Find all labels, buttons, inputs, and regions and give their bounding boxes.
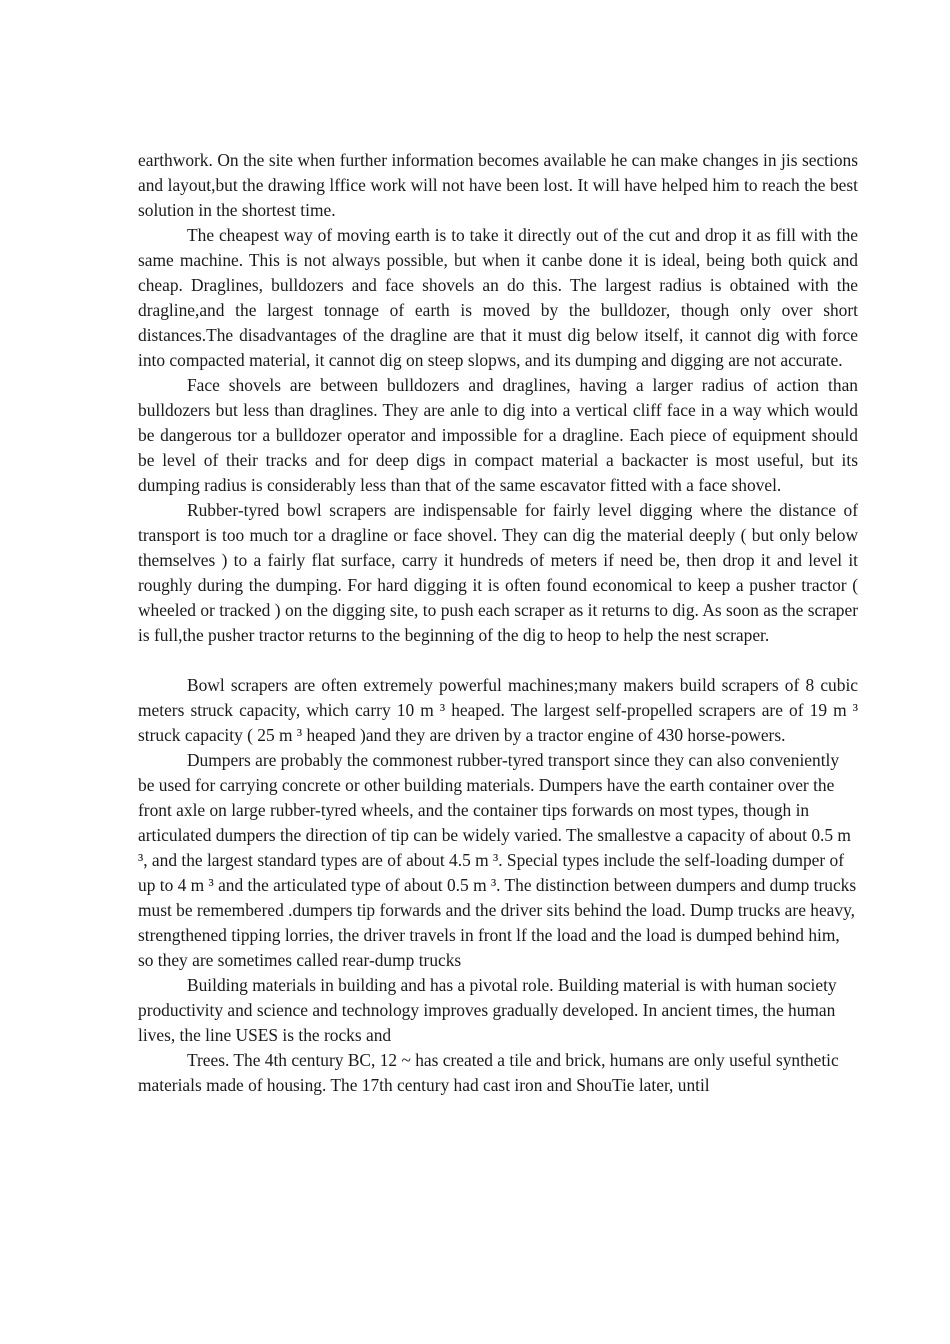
paragraph-cheapest-way: The cheapest way of moving earth is to take it directly out of the cut and drop it as fill with the same machine. This is not always possible, but when it canbe done it is ideal, being both quick and cheap. Draglines, bulldozers and face shovels an do this. The largest radius is obtained with the dragline,and the largest tonnage of earth is moved by the bulldozer, though only over short distances.The disadvantages of the dragline are that it must dig below itself, it cannot dig with force into compacted material, it cannot dig on steep slopws, and its dumping and digging are not accurate. [138, 225, 858, 370]
paragraph-bowl-scrapers-capacity: Bowl scrapers are often extremely powerful machines;many makers build scrapers of 8 cubic meters struck capacity, which carry 10 m ³ heaped. The largest self-propelled scrapers are of 19 m ³ struck capacity ( 25 m ³ heaped )and they are driven by a tractor engine of 430 horse-powers. [138, 675, 858, 745]
paragraph-face-shovels: Face shovels are between bulldozers and draglines, having a larger radius of action than bulldozers but less than draglines. They are anle to dig into a vertical cliff face in a way which would be dangerous tor a bulldozer operator and impossible for a dragline. Each piece of equipment should be level of their tracks and for deep digs in compact material a backacter is most useful, but its dumping radius is considerably less than that of the same escavator fitted with a face shovel. [138, 375, 858, 495]
paragraph-bowl-scrapers-intro: Rubber-tyred bowl scrapers are indispensable for fairly level digging where the distance of transport is too much tor a dragline or face shovel. They can dig the material deeply ( but only below themselves ) to a fairly flat surface, carry it hundreds of meters if need be, then drop it and level it roughly during the dumping. For hard digging it is often found economical to keep a pusher tractor ( wheeled or tracked ) on the digging site, to push each scraper as it returns to dig. As soon as the scraper is full,the pusher tractor returns to the beginning of the dig to heop to help the nest scraper. [138, 500, 858, 645]
paragraph-building-materials: Building materials in building and has a pivotal role. Building material is with human society productivity and science and technology improves gradually developed. In ancient times, the human lives, the line USES is the rocks and [138, 975, 837, 1045]
document-page [138, 148, 858, 1098]
paragraph-dumpers: Dumpers are probably the commonest rubber-tyred transport since they can also conveniently be used for carrying concrete or other building materials. Dumpers have the earth container over the front axle on large rubber-tyred wheels, and the container tips forwards on most types, though in articulated dumpers the direction of tip can be widely varied. The smallestve a capacity of about 0.5 m ³, and the largest standard types are of about 4.5 m ³. Special types include the self-loading dumper of up to 4 m ³ and the articulated type of about 0.5 m ³. The distinction between dumpers and dump trucks must be remembered .dumpers tip forwards and the driver sits behind the load. Dump trucks are heavy, strengthened tipping lorries, the driver travels in front lf the load and the load is dumped behind him, so they are sometimes called rear-dump trucks [138, 750, 857, 970]
paragraph-trees: Trees. The 4th century BC, 12 ~ has created a tile and brick, humans are only useful synthetic materials made of housing. The 17th century had cast iron and ShouTie later, until [138, 1050, 839, 1095]
paragraph-earthwork-continuation: earthwork. On the site when further information becomes available he can make changes in jis sections and layout,but the drawing lffice work will not have been lost. It will have helped him to reach the best solution in the shortest time. [138, 150, 858, 220]
